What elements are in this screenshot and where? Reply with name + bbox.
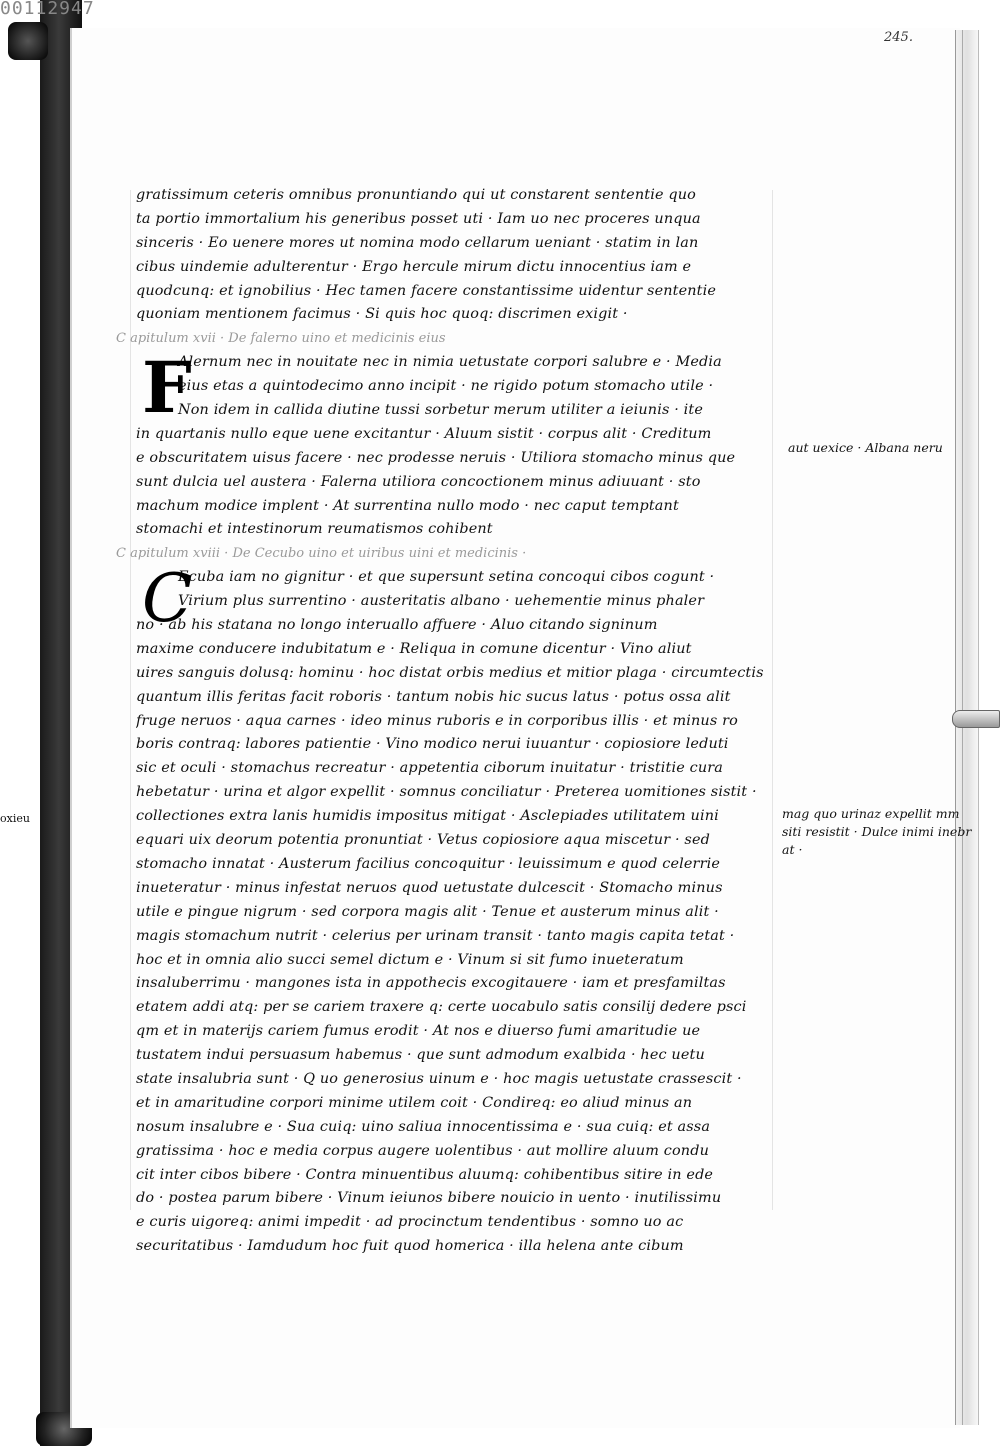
marginal-note: mag quo urinaz expellit mm [782, 806, 960, 821]
text-line: boris contraq: labores patientie · Vino modico nerui iuuantur · copiosiore leduti [136, 736, 729, 753]
decorated-initial: C [142, 560, 193, 638]
text-line: Alernum nec in nouitate nec in nimia uetustate corpori salubre e · Media [178, 354, 722, 371]
text-line: sinceris · Eo uenere mores ut nomina modo cellarum ueniant · statim in lan [136, 234, 699, 251]
text-line: collectiones extra lanis humidis impositus mitigat · Asclepiades utilitatem uini [136, 808, 719, 825]
text-line: state insalubria sunt · Q uo generosius uinum e · hoc magis uetustate crassescit · [136, 1070, 742, 1087]
left-margin-note: oxieu [0, 812, 30, 825]
text-line: cit inter cibos bibere · Contra minuentibus aluumq: cohibentibus sitire in ede [136, 1166, 714, 1183]
text-line: gratissimum ceteris omnibus pronuntiando qui ut constarent sententie quo [136, 187, 696, 203]
marginal-note: siti resistit · Dulce inimi inebr [782, 824, 972, 839]
text-line: maxime conducere indubitatum e · Reliqua in comune dicentur · Vino aliut [136, 640, 692, 657]
scan-id-label: 00112947 [0, 0, 95, 19]
text-line: cibus uindemie adulterentur · Ergo hercule mirum dictu innocentius iam e [136, 258, 692, 275]
marginal-note: at · [782, 842, 803, 857]
text-line: Non idem in callida diutine tussi sorbetur merum utiliter a ieiunis · ite [178, 402, 704, 419]
text-line: etatem addi atq: per se cariem traxere q: certe uocabulo satis consilij dedere psci [136, 999, 747, 1016]
text-line: stomacho innatat · Austerum facilius concoquitur · leuissimum e quod celerrie [136, 855, 721, 872]
top-clip [8, 22, 48, 60]
chapter-rubric: C apitulum xviii · De Cecubo uino et uiribus uini et medicinis · [116, 546, 527, 562]
text-section-cecubo [136, 560, 786, 1259]
text-line: fruge neruos · aqua carnes · ideo minus ruboris e in corporibus illis · et minus ro [136, 712, 738, 729]
text-line: eius etas a quintodecimo anno incipit · ne rigido potum stomacho utile · [178, 378, 714, 395]
text-line: do · postea parum bibere · Vinum ieiunos bibere nouicio in uento · inutilissimu [136, 1190, 722, 1207]
text-line: insaluberrimu · mangones ista in appothecis excogitauere · iam et presfamiltas [136, 975, 726, 992]
text-line: e obscuritatem uisus facere · nec prodesse neruis · Utiliora stomacho minus que [136, 449, 736, 466]
text-line: tustatem indui persuasum habemus · que sunt admodum exalbida · hec uetu [136, 1047, 705, 1064]
text-line: no · ab his statana no longo interuallo affuere · Aluo citando signinum [136, 617, 658, 634]
text-line: equari uix deorum potentia pronuntiat · Vetus copiosiore aqua miscetur · sed [136, 832, 710, 849]
text-line: quantum illis feritas facit roboris · tantum nobis hic sucus latus · potus ossa alit [136, 688, 731, 705]
text-line: magis stomachum nutrit · celerius per urinam transit · tanto magis capita tetat · [136, 927, 735, 944]
marginal-note: aut uexice · Albana neru [788, 440, 943, 455]
text-line: e curis uigoreq: animi impedit · ad procinctum tendentibus · somno uo ac [136, 1214, 684, 1231]
text-line: quoniam mentionem facimus · Si quis hoc quoq: discrimen exigit · [136, 306, 628, 323]
main-text-block [116, 184, 786, 1259]
text-line: inueteratur · minus infestat neruos quod uetustate dulcescit · Stomacho minus [136, 879, 723, 896]
text-section-intro [136, 184, 786, 327]
text-line: et in amaritudine corpori minime utilem coit · Condireq: eo aliud minus an [136, 1094, 693, 1111]
text-section-falerno [136, 346, 786, 542]
text-line: securitatibus · Iamdudum hoc fuit quod homerica · illa helena ante cibum [136, 1238, 684, 1255]
decorated-initial: F [142, 346, 192, 430]
chapter-rubric: C apitulum xvii · De falerno uino et medicinis eius [116, 331, 446, 347]
text-line: in quartanis nullo eque uene excitantur · Aluum sistit · corpus alit · Creditum [136, 425, 712, 442]
text-line: hoc et in omnia alio succi semel dictum e · Vinum si sit fumo inueteratum [136, 951, 684, 968]
text-line: stomachi et intestinorum reumatismos cohibent [136, 521, 493, 538]
text-line: gratissima · hoc e media corpus augere uolentibus · aut mollire aluum condu [136, 1142, 709, 1159]
text-line: nosum insalubre e · Sua cuiq: uino saliua innocentissima e · sua cuiq: et assa [136, 1118, 711, 1135]
text-line: uires sanguis dolusq: hominu · hoc distat orbis medius et mitior plaga · circumtectis [136, 664, 764, 681]
text-line: Virium plus surrentino · austeritatis albano · uehementie minus phaler [178, 593, 705, 610]
text-line: sic et oculi · stomachus recreatur · appetentia ciborum inuitatur · tristitie cura [136, 760, 723, 777]
page-tab-marker [952, 710, 1000, 728]
folio-number: 245. [884, 30, 913, 45]
text-line: qm et in materijs cariem fumus erodit · At nos e diuerso fumi amaritudie ue [136, 1023, 701, 1040]
text-line: machum modice implent · At surrentina nullo modo · nec caput temptant [136, 497, 679, 514]
text-line: ta portio immortalium his generibus posset uti · Iam uo nec proceres unqua [136, 210, 701, 227]
text-line: sunt dulcia uel austera · Falerna utiliora concoctionem minus adiuuant · sto [136, 473, 701, 490]
text-line: hebetatur · urina et algor expellit · somnus conciliatur · Preterea uomitiones sistit · [136, 784, 757, 801]
text-line: utile e pingue nigrum · sed corpora magis alit · Tenue et austerum minus alit · [136, 903, 719, 920]
text-line: quodcunq: et ignobilius · Hec tamen facere constantissime uidentur sententie [136, 282, 717, 299]
text-line: Ecuba iam no gignitur · et que supersunt setina concoqui cibos cogunt · [178, 569, 715, 586]
